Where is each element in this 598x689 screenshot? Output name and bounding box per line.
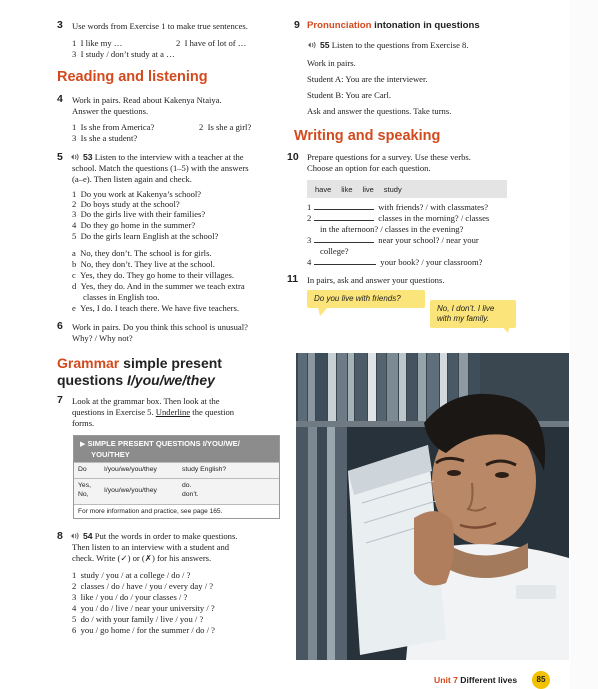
exercise-4-instruction: Answer the questions. — [72, 106, 149, 116]
exercise-5-answer: e Yes, I do. I teach there. We have five teachers. — [72, 303, 239, 313]
verb-bank — [307, 180, 507, 198]
exercise-4-number: 4 — [57, 93, 63, 105]
page-number: 85 — [532, 671, 550, 689]
exercise-10-instruction: Choose an option for each question. — [307, 163, 431, 173]
exercise-3-item: 3 I study / don’t study at a … — [72, 49, 175, 59]
verb-chip: like — [341, 185, 353, 194]
lower-bookshelf — [296, 427, 347, 660]
exercise-6-instruction: Why? / Why not? — [72, 333, 133, 343]
exercise-10-item: 2 classes in the morning? / classes — [307, 213, 490, 223]
exercise-8-instruction: 54 Put the words in order to make questions. — [70, 531, 237, 542]
exercise-7-number: 7 — [57, 394, 63, 406]
exercise-8-item: 1 study / you / at a college / do / ? — [72, 570, 191, 580]
exercise-8-item: 6 you / go home / for the summer / do / ? — [72, 625, 215, 635]
exercise-8-item: 4 you / do / live / near your university / ? — [72, 603, 215, 613]
exercise-5-answer: c Yes, they do. They go home to their villages. — [72, 270, 235, 280]
exercise-4-item: 3 Is she a student? — [72, 133, 138, 143]
exercise-5-instruction: (a–e). Then listen again and check. — [72, 174, 192, 184]
verb-chip: live — [362, 185, 374, 194]
cd-audio-icon[interactable] — [307, 41, 318, 49]
exercise-4-item: 2 Is she a girl? — [199, 122, 252, 132]
exercise-8-item: 2 classes / do / have / you / every day / ? — [72, 581, 214, 591]
exercise-6-number: 6 — [57, 320, 63, 332]
section-title-grammar: Grammar simple present — [57, 355, 222, 371]
exercise-11-instruction: In pairs, ask and answer your questions. — [307, 275, 445, 285]
answer-blank[interactable] — [314, 213, 374, 221]
exercise-9-instruction: 55 Listen to the questions from Exercise 8. — [307, 40, 468, 51]
exercise-10-item: 1 with friends? / with classmates? — [307, 202, 489, 212]
section-title-writing: Writing and speaking — [294, 128, 441, 144]
exercise-11-number: 11 — [287, 273, 299, 285]
exercise-4-item: 1 Is she from America? — [72, 122, 155, 132]
exercise-10-item: 4 your book? / your classroom? — [307, 257, 483, 267]
answer-blank[interactable] — [314, 257, 376, 265]
exercise-4-instruction: Work in pairs. Read about Kakenya Ntaiya. — [72, 95, 222, 105]
grammar-box-footnote: For more information and practice, see page 165. — [74, 504, 279, 518]
exercise-9-number: 9 — [294, 19, 300, 31]
exercise-5-answer: b No, they don’t. They live at the school. — [72, 259, 215, 269]
exercise-9-line: Student A: You are the interviewer. — [307, 74, 428, 84]
speech-bubble-tail — [500, 324, 510, 333]
footer-unit: Unit 7 Different lives — [434, 675, 518, 685]
section-title-grammar-line2: questions I/you/we/they — [57, 372, 215, 388]
person-hand — [414, 511, 454, 585]
section-title-reading: Reading and listening — [57, 69, 208, 85]
exercise-9-line: Ask and answer the questions. Take turns. — [307, 106, 452, 116]
exercise-5-number: 5 — [57, 151, 63, 163]
exercise-10-item: in the afternoon? / classes in the evening? — [320, 224, 464, 234]
exercise-5-instruction: school. Match the questions (1–5) with the answers — [72, 163, 249, 173]
grammar-box-header: ▶ SIMPLE PRESENT QUESTIONS I/YOU/WE/ YOU/THEY — [74, 436, 279, 462]
page-edge — [570, 0, 598, 689]
exercise-6-instruction: Work in pairs. Do you think this school is unusual? — [72, 322, 248, 332]
exercise-3-instruction: Use words from Exercise 1 to make true sentences. — [72, 21, 248, 31]
exercise-10-item: college? — [320, 246, 349, 256]
exercise-8-item: 3 like / you / do / your classes / ? — [72, 592, 188, 602]
library-scene-illustration — [296, 353, 569, 660]
answer-blank[interactable] — [314, 202, 374, 210]
exercise-10-number: 10 — [287, 151, 299, 163]
cd-audio-icon[interactable] — [70, 532, 81, 540]
exercise-5-answer: d Yes, they do. And in the summer we teach extra — [72, 281, 245, 291]
exercise-7-instruction: forms. — [72, 418, 95, 428]
speech-bubble-tail — [318, 307, 328, 316]
grammar-box-row: Do I/you/we/you/they study English? — [74, 462, 279, 478]
exercise-5-question: 3 Do the girls live with their families? — [72, 209, 206, 219]
exercise-10-item: 3 near your school? / near your — [307, 235, 479, 245]
verb-chip: study — [383, 185, 402, 194]
exercise-3-item: 2 I have of lot of … — [176, 38, 247, 48]
exercise-8-item: 5 do / with your family / live / you / ? — [72, 614, 204, 624]
exercise-7-instruction: Look at the grammar box. Then look at the — [72, 396, 220, 406]
exercise-5-question: 2 Do boys study at the school? — [72, 199, 180, 209]
exercise-3-number: 3 — [57, 19, 63, 31]
exercise-8-instruction: Then listen to an interview with a student and — [72, 542, 230, 552]
exercise-7-instruction: questions in Exercise 5. Underline the question — [72, 407, 235, 417]
grammar-box — [73, 435, 280, 519]
exercise-5-question: 4 Do they go home in the summer? — [72, 220, 196, 230]
exercise-5-question: 1 Do you work at Kakenya’s school? — [72, 189, 202, 199]
cd-audio-icon[interactable] — [70, 153, 81, 161]
exercise-5-answer: a No, they don’t. The school is for girls. — [72, 248, 212, 258]
exercise-5-question: 5 Do the girls learn English at the school? — [72, 231, 219, 241]
speech-bubble-answer: No, I don’t. I live with my family. — [430, 300, 516, 328]
exercise-3-item: 1 I like my … — [72, 38, 123, 48]
grammar-box-row: Yes, No, I/you/we/you/they do. don’t. — [74, 478, 279, 504]
answer-blank[interactable] — [314, 235, 374, 243]
pronunciation-title: Pronunciation intonation in questions — [307, 20, 480, 31]
exercise-5-answer: classes in English too. — [83, 292, 160, 302]
exercise-8-instruction: check. Write (✓) or (✗) for his answers. — [72, 553, 212, 563]
verb-chip: have — [315, 185, 332, 194]
exercise-9-line: Student B: You are Carl. — [307, 90, 392, 100]
exercise-5-instruction: 53 Listen to the interview with a teacher at the — [70, 152, 244, 163]
exercise-9-line: Work in pairs. — [307, 58, 356, 68]
exercise-8-number: 8 — [57, 530, 63, 542]
exercise-10-instruction: Prepare questions for a survey. Use these verbs. — [307, 152, 471, 162]
speech-bubble-question: Do you live with friends? — [307, 290, 425, 308]
student-reading-photo — [296, 353, 569, 660]
